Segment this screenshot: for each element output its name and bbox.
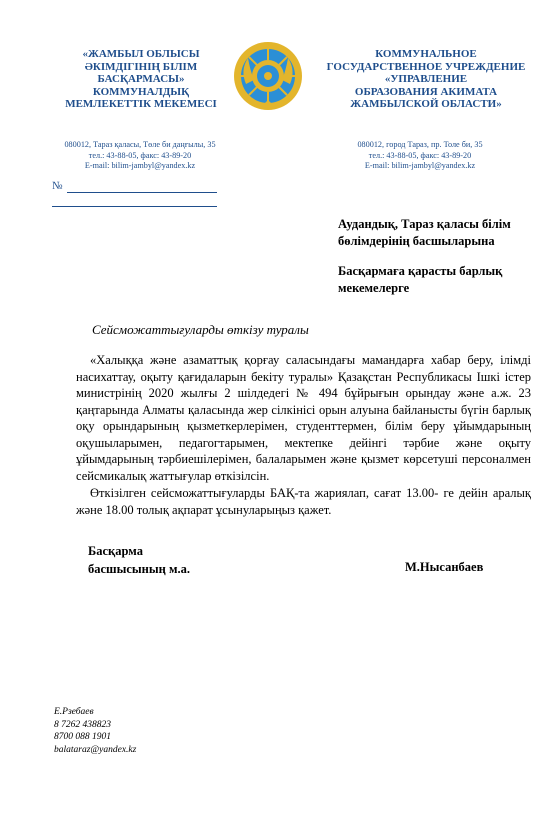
org-name-ru-line: «УПРАВЛЕНИЕ	[384, 73, 468, 85]
org-name-ru	[323, 48, 529, 111]
address-ru	[330, 140, 510, 172]
recipient-line-2: Басқармаға қарасты барлық мекемелерге	[338, 264, 503, 295]
address-ru-line: тел.: 43-88-05, факс: 43-89-20	[368, 150, 472, 160]
org-name-kz-line: МЕМЛЕКЕТТІК МЕКЕМЕСІ	[65, 98, 217, 110]
executor-phone-2: 8700 088 1901	[54, 732, 111, 742]
org-name-ru-line: ГОСУДАРСТВЕННОЕ УЧРЕЖДЕНИЕ	[326, 60, 526, 73]
registration-number-label: №	[52, 180, 63, 192]
emblem-icon	[232, 40, 304, 112]
signatory-name: М.Нысанбаев	[405, 560, 484, 574]
executor-email: balataraz@yandex.kz	[54, 744, 137, 755]
signatory-title-line-1: Басқарма	[88, 544, 143, 558]
recipient-line-1: Аудандық, Тараз қаласы білім бөлімдерінің басшыларына	[338, 217, 511, 248]
registration-date-line	[52, 206, 217, 207]
executor-contacts	[54, 706, 136, 756]
org-name-ru-line: КОММУНАЛЬНОЕ	[375, 48, 477, 60]
document-subject: Сейсможаттығуларды өткізу туралы	[92, 322, 309, 337]
org-name-kz-line: «ЖАМБЫЛ ОБЛЫСЫ	[82, 48, 200, 60]
registration-number-line	[67, 192, 217, 193]
executor-phone-1: 8 7262 438823	[54, 719, 111, 730]
body-paragraph-1: «Халыққа және азаматтық қорғау саласындағы мамандарға хабар беру, ілімді насихаттау, оқыту қағидаларын бекіту туралы» Қазақстан Республикасы Ішкі істер министрінің 2020 жылғы 2 шілдедегі № 494 бұйрығын орындау және а.ж. 23 қаңтарында Алматы қаласында жер сілкінісі орын алуына байланысты бүгін барлық оқу орындарының қызметкерлерімен, студенттермен, білім беру ұйымдарының оқушыларымен, педагогтарымен, мектепке дейінгі тәрбие және оқыту ұйымдарының тәрбиешілерімен, балаларымен және қызмет көрсетуші персоналмен сейсмикалық жаттығулар өткізілсін.	[76, 353, 531, 483]
signatory-title-line-2: басшысының м.а.	[88, 562, 190, 576]
address-kz-line: E-mail: bilim-jambyl@yandex.kz	[84, 161, 196, 170]
executor-name: Е.Рзебаев	[54, 707, 94, 717]
org-name-kz-line: КОММУНАЛДЫҚ	[92, 85, 190, 98]
org-name-ru-line: ОБРАЗОВАНИЯ АКИМАТА	[354, 85, 498, 98]
address-kz-line: 080012, Тараз қаласы, Төле би даңғылы, 35	[64, 140, 216, 149]
address-kz	[50, 140, 230, 172]
address-kz-line: тел.: 43-88-05, факс: 43-89-20	[88, 150, 192, 160]
org-name-kz-line: ӘКІМДІГІНІҢ БІЛІМ	[84, 60, 198, 73]
signatory-title	[88, 542, 190, 578]
org-name-kz	[52, 48, 230, 111]
address-ru-line: 080012, город Тараз, пр. Толе би, 35	[357, 140, 483, 149]
body-paragraph-2: Өткізілген сейсможаттығуларды БАҚ-та жариялап, сағат 13.00- ге дейін аралық және 18.00 толық ақпарат ұсынуларыңыз қажет.	[76, 486, 531, 517]
org-name-ru-line: ЖАМБЫЛСКОЙ ОБЛАСТИ»	[350, 98, 502, 110]
org-name-kz-line: БАСҚАРМАСЫ»	[97, 73, 185, 85]
address-ru-line: E-mail: bilim-jambyl@yandex.kz	[364, 161, 476, 170]
